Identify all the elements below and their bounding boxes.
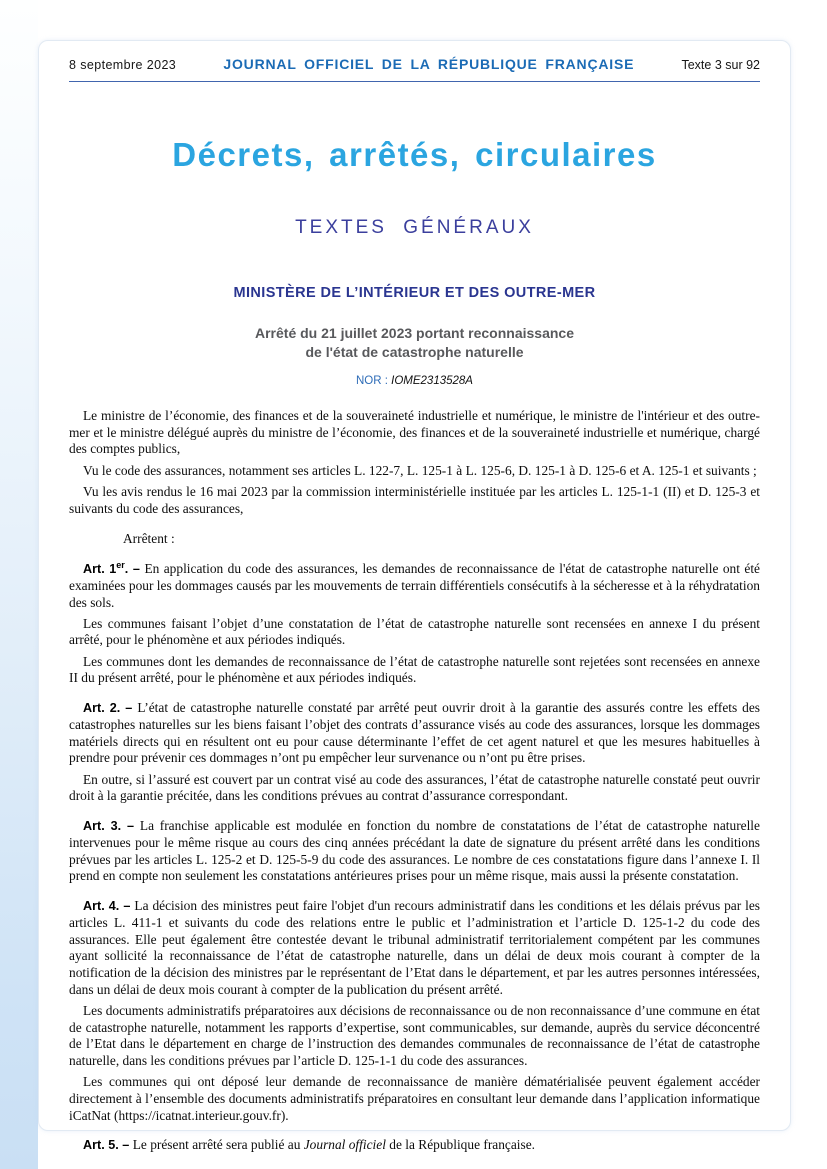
article-1-superscript: er bbox=[116, 559, 125, 570]
article-1-paragraph-1 bbox=[69, 557, 760, 611]
article-2-paragraph-2: En outre, si l’assuré est couvert par un contrat visé au code des assurances, l’état de catastrophe naturelle constaté peut ouvrir droit à la garantie précitée, dans les conditions prévues au contrat d’assurance correspondant. bbox=[69, 771, 760, 804]
decree-body bbox=[69, 408, 760, 1154]
article-5-journal-officiel-italic: Journal officiel bbox=[303, 1137, 386, 1153]
article-5-number: Art. 5. – bbox=[83, 1138, 133, 1153]
nor-line bbox=[69, 375, 760, 387]
article-3-text: La franchise applicable est modulée en fonction du nombre de constatations de l’état de catastrophe naturelle intervenues pour le même risque au cours des cinq années précédant la date de signature du présent arrêté dans les conditions prévues par les articles L. 125-2 et D. 125-5-9 du code des assurances. Le nombre de ces constatations figure dans l’annexe I. Il prend en compte non seulement les constatations antérieures prises pour un même risque, mais aussi la présente constatation. bbox=[69, 818, 760, 884]
article-4-number: Art. 4. – bbox=[83, 899, 135, 914]
article-3-paragraph-1 bbox=[69, 814, 760, 885]
journal-title: JOURNAL OFFICIEL DE LA RÉPUBLIQUE FRANÇAISE bbox=[223, 56, 635, 72]
preamble-paragraph-ministers: Le ministre de l’économie, des finances et de la souveraineté industrielle et numérique, le ministre de l'intérieur et des outre-mer et le ministre délégué auprès du ministre de l’économie, des finances et de la souveraineté industrielle et numérique, chargé des comptes publics, bbox=[69, 408, 760, 457]
arretent-line: Arrêtent : bbox=[123, 531, 175, 547]
article-1-paragraph-2: Les communes faisant l’objet d’une constatation de l’état de catastrophe naturelle sont recensées en annexe I du présent arrêté, pour le phénomène et aux périodes indiqués. bbox=[69, 615, 760, 648]
header-divider bbox=[69, 81, 760, 82]
preamble-paragraph-vu-code: Vu le code des assurances, notamment ses articles L. 122-7, L. 125-1 à L. 125-6, D. 125-1 à D. 125-6 et A. 125-1 et suivants ; bbox=[83, 462, 757, 478]
article-5-text-after: de la République française. bbox=[385, 1137, 536, 1153]
article-4-paragraph-3: Les communes qui ont déposé leur demande de reconnaissance de manière dématérialisée peuvent également accéder directement à l’ensemble des documents administratifs préparatoires en consultant leur demande dans l’application informatique iCatNat (https://icatnat.interieur.gouv.fr). bbox=[69, 1074, 760, 1123]
article-4-paragraph-1 bbox=[69, 894, 760, 998]
article-2-number: Art. 2. – bbox=[83, 701, 138, 716]
article-2-paragraph-1 bbox=[69, 696, 760, 767]
ministry-title: MINISTÈRE DE L’INTÉRIEUR ET DES OUTRE-MER bbox=[233, 285, 596, 301]
page-margin-gradient bbox=[0, 0, 38, 1169]
publication-date: 8 septembre 2023 bbox=[69, 58, 177, 72]
article-5-paragraph-1 bbox=[69, 1133, 760, 1154]
decree-title bbox=[69, 324, 760, 362]
article-2-text: L’état de catastrophe naturelle constaté par arrêté peut ouvrir droit à la garantie des assurés contre les effets des catastrophes naturelles sur les biens faisant l’objet des contrats d’assurance visés au code des assurances, lorsque les dommages matériels directs qui en résultent ont eu pour cause déterminante l’effet de cet agent naturel et que les mesures habituelles à prendre pour prévenir ces dommages n’ont pu empêcher leur survenance ou n’ont pu être prises. bbox=[69, 700, 760, 766]
article-3-number: Art. 3. – bbox=[83, 819, 140, 834]
article-1-paragraph-3: Les communes dont les demandes de reconnaissance de l’état de catastrophe naturelle sont rejetées sont recensées en annexe II du présent arrêté, pour le phénomène et aux périodes indiqués. bbox=[69, 653, 760, 686]
decree-title-line1: Arrêté du 21 juillet 2023 portant reconnaissance bbox=[254, 325, 574, 341]
texte-reference: Texte 3 sur 92 bbox=[681, 58, 760, 72]
decree-title-line2: de l'état de catastrophe naturelle bbox=[305, 344, 524, 360]
article-4-paragraph-2: Les documents administratifs préparatoires aux décisions de reconnaissance ou de non reconnaissance d’une commune en état de catastrophe naturelle, notamment les rapports d’expertise, sont communicables, sur demande, auprès du service déconcentré de l’Etat dans le département en charge de l’instruction des demandes communales de reconnaissance de l’état de catastrophe naturelle, dans les conditions prévues par l’article D. 125-1-1 du code des assurances. bbox=[69, 1002, 760, 1068]
article-1-text: En application du code des assurances, les demandes de reconnaissance de l'état de catastrophe naturelle ont été examinées pour les dommages causés par les mouvements de terrain différentiels consécutifs à la sécheresse et à la réhydratation des sols. bbox=[69, 561, 760, 610]
main-title: Décrets, arrêtés, circulaires bbox=[172, 136, 657, 173]
article-5-text-before: Le présent arrêté sera publié au bbox=[132, 1137, 304, 1153]
nor-value: IOME2313528A bbox=[391, 375, 473, 387]
article-1-number: Art. 1er. – bbox=[83, 559, 145, 577]
preamble-paragraph-vu-avis: Vu les avis rendus le 16 mai 2023 par la commission interministérielle instituée par les articles L. 125-1-1 (II) et D. 125-3 et suivants du code des assurances, bbox=[69, 483, 760, 516]
journal-page bbox=[38, 40, 791, 1153]
nor-label: NOR : bbox=[356, 375, 392, 387]
section-title: TEXTES GÉNÉRAUX bbox=[295, 217, 534, 238]
journal-header bbox=[69, 53, 760, 72]
article-4-text: La décision des ministres peut faire l'objet d'un recours administratif dans les conditions et les délais prévus par les articles L. 411-1 et suivants du code des relations entre le public et l’administration et l’article D. 125-1-2 du code des assurances. Elle peut également être contestée devant le tribunal administratif territorialement compétent par les communes ayant sollicité la reconnaissance de l’état de catastrophe naturelle, dans un délai de deux mois courant à compter de la notification de la décision des ministres par le représentant de l’Etat dans le département, et par les autres personnes intéressées, dans un délai de deux mois courant à compter de la publication du présent arrêté. bbox=[69, 898, 760, 997]
